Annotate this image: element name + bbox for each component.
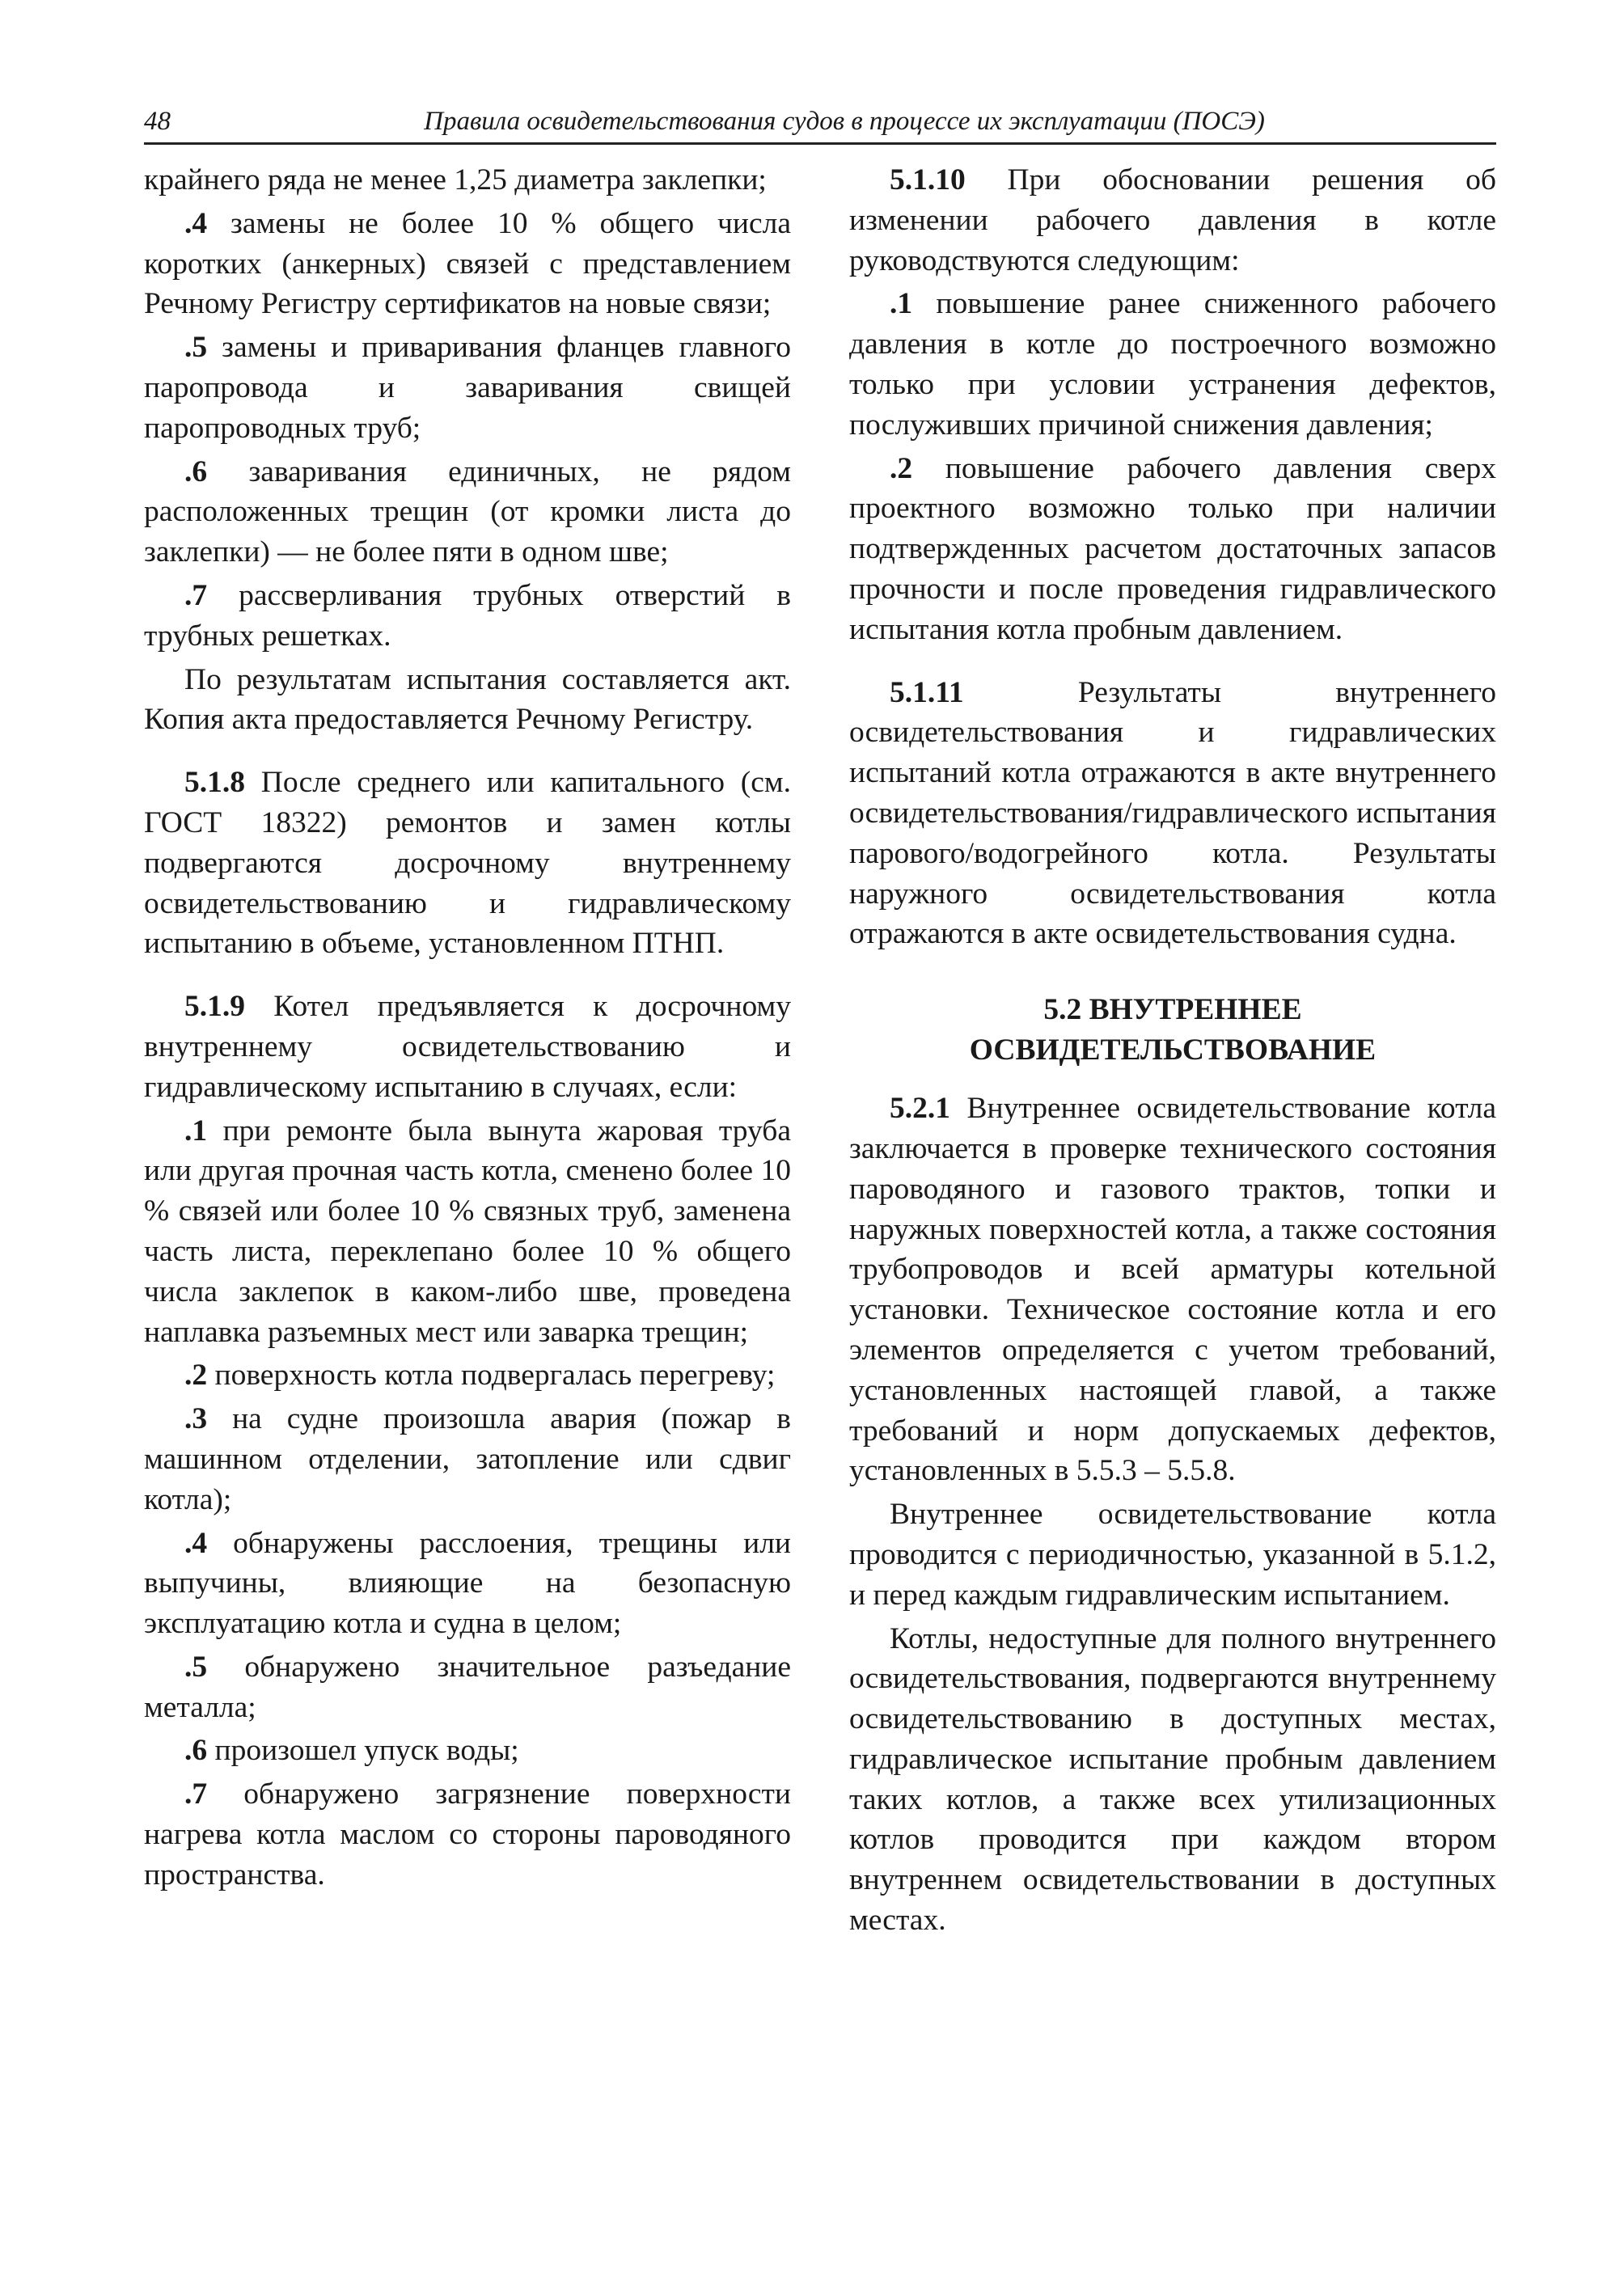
item-text: повышение ранее сниженного рабочего давления в котле до построечного возможно только при условии устранения дефектов, послуживших причиной снижения давления; (849, 287, 1496, 442)
item-text: на судне произошла авария (пожар в машинном отделении, затопление или сдвиг котла); (144, 1402, 791, 1516)
item-text: поверхность котла подвергалась перегреву; (207, 1359, 776, 1393)
item-text: заваривания единичных, не рядом расположенных трещин (от кромки листа до заклепки) — не более пяти в одном шве; (144, 454, 791, 569)
list-item (144, 1111, 791, 1353)
list-item (144, 1399, 791, 1520)
item-number: .7 (184, 1777, 208, 1811)
item-number: .6 (184, 454, 208, 488)
section-heading-5-2 (849, 990, 1496, 1071)
left-column (144, 160, 791, 1899)
item-number: .1 (890, 287, 913, 321)
section-5-2-1 (849, 1088, 1496, 1491)
section-number: 5.2.1 (890, 1092, 950, 1126)
section-text: После среднего или капитального (см. ГОСТ 18322) ремонтов и замен котлы подвергаются досрочному внутреннему освидетельствованию и гидравлическому испытанию в объеме, установленном ПТНП. (144, 766, 791, 961)
running-title: Правила освидетельствования судов в процессе их эксплуатации (ПОСЭ) (424, 107, 1265, 136)
list-item (144, 204, 791, 324)
item-text: замены не более 10 % общего числа коротких (анкерных) связей с представлением Речному Регистру сертификатов на новые связи; (144, 206, 791, 321)
item-number: .6 (184, 1734, 208, 1768)
list-item (144, 1524, 791, 1644)
item-number: .2 (890, 451, 913, 485)
section-number: 5.1.10 (890, 163, 966, 197)
item-text: произошел упуск воды; (207, 1734, 519, 1768)
paragraph: крайнего ряда не менее 1,25 диаметра заклепки; (144, 163, 767, 197)
item-number: .4 (184, 1526, 208, 1560)
item-number: .7 (184, 578, 208, 612)
section-text: При обосновании решения об изменении рабочего давления в котле руководствуются следующим: (849, 163, 1496, 277)
section-5-1-11 (849, 673, 1496, 955)
item-number: .2 (184, 1359, 208, 1393)
item-text: при ремонте была вынута жаровая труба или другая прочная часть котла, сменено более 10 % связей или более 10 % связных труб, заменена часть листа, переклепано более 10 % общего числа заклепок в каком-либо шве, проведена наплавка разъемных мест или заварка трещин; (144, 1114, 791, 1349)
section-text: Внутреннее освидетельствование котла заключается в проверке технического состояния пароводяного и газового трактов, топки и наружных поверхностей котла, а также состояния трубопроводов и всей арматуры котельной установки. Техническое состояние котла и его элементов определяется с учетом требований, установленных настоящей главой, а также требований и норм допускаемых дефектов, установленных в 5.5.3 – 5.5.8. (849, 1092, 1496, 1488)
section-number: 5.1.9 (184, 990, 245, 1024)
right-column (849, 160, 1496, 1944)
item-text: замены и приваривания фланцев главного паропровода и заваривания свищей паропроводных труб; (144, 331, 791, 445)
list-item (144, 1774, 791, 1895)
item-number: .5 (184, 331, 208, 365)
paragraph: Котлы, недоступные для полного внутреннего освидетельствования, подвергаются внутреннему освидетельствованию в доступных местах, гидравлическое испытание пробным давлением таких котлов, а также всех утилизационных котлов проводится при каждом втором внутреннем освидетельствовании в доступных местах. (849, 1621, 1496, 1938)
item-text: обнаружены расслоения, трещины или выпучины, влияющие на безопасную эксплуатацию котла и судна в целом; (144, 1526, 791, 1641)
list-item (849, 284, 1496, 445)
list-item (144, 328, 791, 448)
paragraph: По результатам испытания составляется акт. Копия акта предоставляется Речному Регистру. (144, 662, 791, 737)
list-item (144, 1647, 791, 1728)
list-item (144, 1731, 791, 1771)
section-5-1-9 (144, 987, 791, 1107)
item-number: .5 (184, 1650, 208, 1684)
section-text: Котел предъявляется к досрочному внутреннему освидетельствованию и гидравлическому испытанию в случаях, если: (144, 990, 791, 1104)
paragraph: Внутреннее освидетельствование котла проводится с периодичностью, указанной в 5.1.2, и перед каждым гидравлическим испытанием. (849, 1498, 1496, 1612)
list-item (144, 576, 791, 657)
heading-line-2: ОСВИДЕТЕЛЬСТВОВАНИЕ (969, 1033, 1377, 1067)
heading-line-1: 5.2 ВНУТРЕННЕЕ (1043, 993, 1302, 1027)
item-text: рассверливания трубных отверстий в трубных решетках. (144, 578, 791, 653)
item-number: .3 (184, 1402, 208, 1436)
running-header (144, 104, 1496, 145)
list-item (144, 1355, 791, 1396)
item-number: .4 (184, 206, 208, 240)
section-5-1-10 (849, 160, 1496, 281)
section-number: 5.1.11 (890, 675, 964, 709)
list-item (849, 449, 1496, 650)
item-text: обнаружено значительное разъедание металла; (144, 1650, 791, 1724)
item-text: обнаружено загрязнение поверхности нагрева котла маслом со стороны пароводяного пространства. (144, 1777, 791, 1892)
section-number: 5.1.8 (184, 766, 245, 800)
page-number: 48 (144, 107, 171, 136)
section-text: Результаты внутреннего освидетельствования и гидравлических испытаний котла отражаются в акте внутреннего освидетельствования/гидравлического испытания парового/водогрейного котла. Результаты наружного освидетельствования котла отражаются в акте освидетельствования судна. (849, 675, 1496, 951)
item-number: .1 (184, 1114, 208, 1148)
item-text: повышение рабочего давления сверх проектного возможно только при наличии подтвержденных расчетом достаточных запасов прочности и после проведения гидравлического испытания котла пробным давлением. (849, 451, 1496, 646)
list-item (144, 452, 791, 573)
section-5-1-8 (144, 763, 791, 964)
